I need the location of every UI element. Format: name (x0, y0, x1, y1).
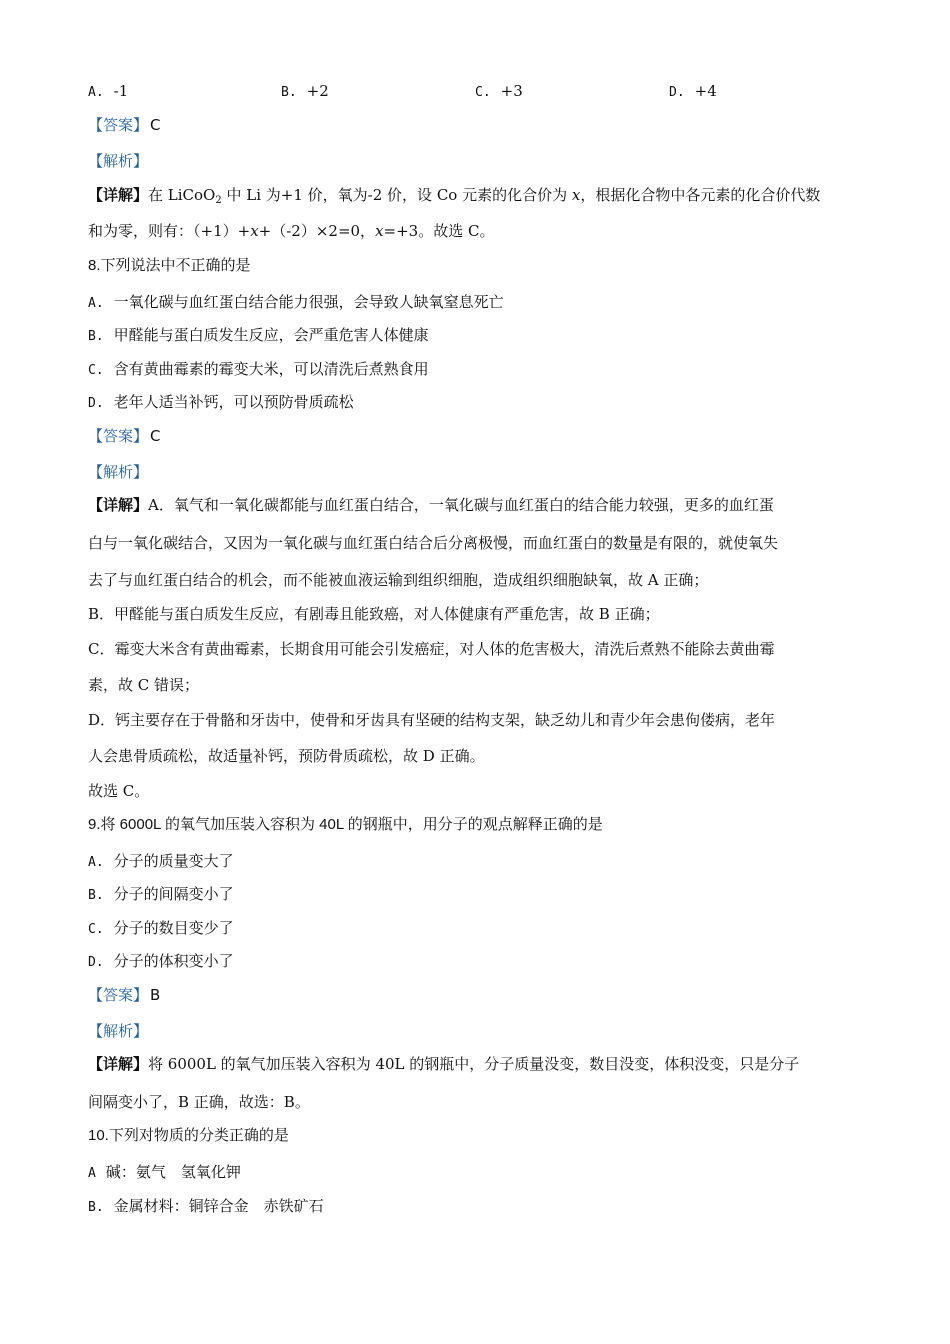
q9-option-c[interactable] (88, 917, 234, 941)
option-text: +3 (500, 82, 523, 100)
option-text: -1 (113, 82, 129, 100)
option-text: 分子的质量变大了 (113, 852, 234, 870)
detail-text: 和为零，则有：（+1）+ (88, 222, 251, 240)
q9-option-a[interactable] (88, 850, 234, 874)
detail-text: 中 Li 为+1 价，氧为-2 价，设 Co 元素的化合价为 (221, 186, 572, 204)
q7-analysis-heading (88, 150, 148, 172)
option-text: 分子的体积变小了 (113, 952, 234, 970)
q8-option-c[interactable] (88, 358, 429, 382)
option-text: 分子的间隔变小了 (113, 885, 234, 903)
option-text: 碱：氨气 氢氧化钾 (105, 1163, 241, 1181)
option-text: 金属材料：铜锌合金 赤铁矿石 (113, 1197, 324, 1215)
option-letter: C. (88, 363, 104, 378)
option-letter: A. (88, 85, 104, 100)
option-text: 分子的数目变少了 (113, 919, 234, 937)
analysis-tag: 【解析】 (88, 152, 149, 170)
analysis-tag: 【解析】 (88, 463, 149, 481)
q9-answer (88, 984, 160, 1006)
q10-option-b[interactable] (88, 1195, 324, 1219)
detail-tag: 【详解】 (88, 496, 149, 514)
q9-stem: 9.将 6000L 的氧气加压装入容积为 40L 的钢瓶中，用分子的观点解释正确的是 (88, 816, 603, 833)
option-letter: A. (88, 296, 104, 311)
analysis-tag: 【解析】 (88, 1022, 149, 1040)
q7-option-d[interactable] (669, 80, 717, 104)
variable-x: x (571, 186, 581, 204)
option-letter: C. (475, 85, 491, 100)
option-text: +4 (694, 82, 717, 100)
option-letter: B. (281, 85, 297, 100)
option-text: 含有黄曲霉素的霉变大米，可以清洗后煮熟食用 (113, 360, 429, 378)
detail-text: =+3。故选 C。 (383, 222, 495, 240)
answer-tag: 【答案】 (88, 986, 149, 1004)
subscript: 2 (215, 195, 222, 206)
q9-option-d[interactable] (88, 950, 234, 974)
q8-detail-line-6: 素，故 C 错误； (88, 676, 200, 694)
option-text: 一氧化碳与血红蛋白结合能力很强，会导致人缺氧窒息死亡 (113, 293, 504, 311)
detail-tag: 【详解】 (88, 1055, 149, 1073)
option-letter: B. (88, 888, 104, 903)
q7-detail-line-2 (88, 220, 494, 242)
detail-text: ，根据化合物中各元素的化合价代数 (580, 186, 821, 204)
q7-option-c[interactable] (475, 80, 523, 104)
answer-tag: 【答案】 (88, 427, 149, 445)
option-letter: D. (669, 85, 685, 100)
q7-answer (88, 114, 161, 136)
option-text: +2 (306, 82, 329, 100)
q10-option-a[interactable] (88, 1161, 241, 1185)
detail-text: A．氧气和一氧化碳都能与血红蛋白结合，一氧化碳与血红蛋白的结合能力较强，更多的血红蛋 (148, 496, 774, 514)
option-letter: D. (88, 955, 104, 970)
q8-analysis-heading (88, 461, 148, 483)
option-text: 老年人适当补钙，可以预防骨质疏松 (113, 393, 354, 411)
q7-detail-line-1 (88, 184, 820, 206)
detail-tag: 【详解】 (88, 186, 149, 204)
answer-tag: 【答案】 (88, 116, 149, 134)
variable-x: x (250, 222, 259, 240)
q8-detail-line-8: 人会患骨质疏松，故适量补钙，预防骨质疏松，故 D 正确。 (88, 747, 485, 765)
q8-answer (88, 425, 161, 447)
option-letter: A (88, 1166, 96, 1181)
q8-stem: 8.下列说法中不正确的是 (88, 257, 251, 274)
q10-stem: 10.下列对物质的分类正确的是 (88, 1127, 289, 1144)
option-letter: B. (88, 329, 104, 344)
q8-detail-line-4: B．甲醛能与蛋白质发生反应，有剧毒且能致癌，对人体健康有严重危害，故 B 正确； (88, 605, 660, 623)
option-letter: C. (88, 922, 104, 937)
q8-detail-line-1 (88, 494, 774, 516)
q8-detail-line-3: 去了与血红蛋白结合的机会，而不能被血液运输到组织细胞，造成组织细胞缺氧，故 A 正确； (88, 571, 709, 589)
detail-text: 将 6000L 的氧气加压装入容积为 40L 的钢瓶中，分子质量没变，数目没变，体积没变，只是分子 (148, 1055, 800, 1073)
q8-option-a[interactable] (88, 291, 504, 315)
q8-option-b[interactable] (88, 324, 429, 348)
q8-detail-line-9: 故选 C。 (88, 782, 150, 800)
answer-value: C (150, 427, 161, 445)
q9-analysis-heading (88, 1020, 148, 1042)
detail-text: 在 LiCoO (148, 186, 216, 204)
q7-option-a[interactable] (88, 80, 128, 104)
q8-detail-line-7: D．钙主要存在于骨骼和牙齿中，使骨和牙齿具有坚硬的结构支架，缺乏幼儿和青少年会患佝偻病，老年 (88, 711, 776, 729)
option-letter: D. (88, 396, 104, 411)
option-text: 甲醛能与蛋白质发生反应，会严重危害人体健康 (113, 326, 429, 344)
answer-value: B (150, 986, 161, 1004)
option-letter: A. (88, 855, 104, 870)
q9-detail-line-2: 间隔变小了，B 正确，故选：B。 (88, 1093, 310, 1111)
detail-text: +（-2）×2=0， (258, 222, 376, 240)
q7-option-b[interactable] (281, 80, 329, 104)
answer-value: C (150, 116, 161, 134)
q9-option-b[interactable] (88, 883, 234, 907)
q8-detail-line-5: C．霉变大米含有黄曲霉素，长期食用可能会引发癌症，对人体的危害极大，清洗后煮熟不能除去黄曲霉 (88, 640, 775, 658)
q8-option-d[interactable] (88, 391, 354, 415)
q9-detail-line-1 (88, 1053, 799, 1075)
variable-x: x (375, 222, 384, 240)
q8-detail-line-2: 白与一氧化碳结合，又因为一氧化碳与血红蛋白结合后分离极慢，而血红蛋白的数量是有限的，就使氧失 (88, 534, 779, 552)
option-letter: B. (88, 1200, 104, 1215)
